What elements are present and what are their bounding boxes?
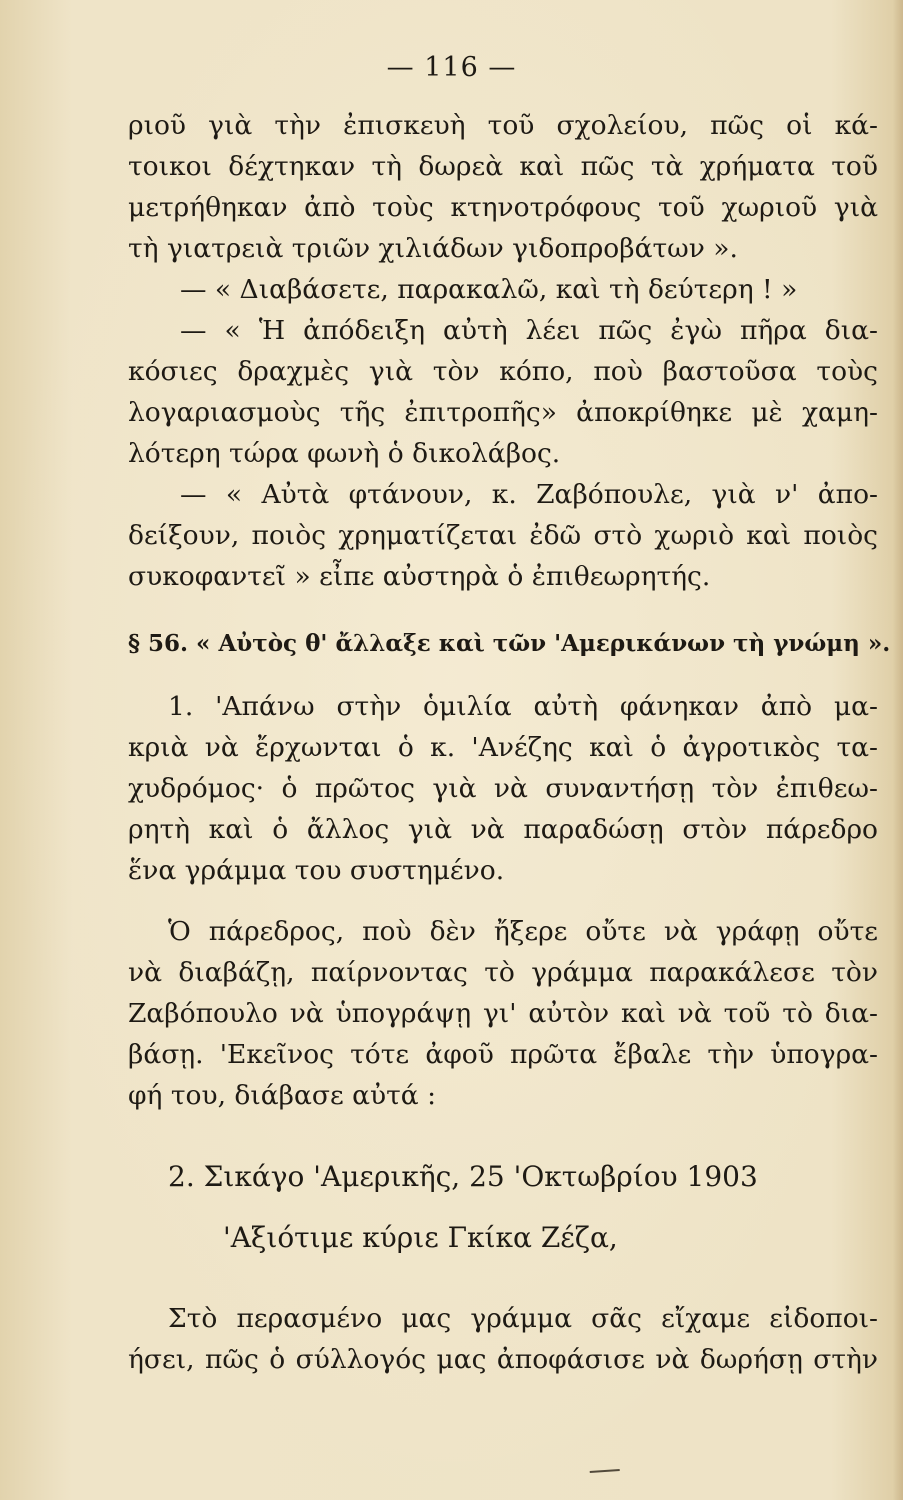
body-text (128, 105, 891, 1380)
text-line: μετρήθηκαν ἀπὸ τοὺς κτηνοτρόφους τοῦ χωριοῦ γιὰ (128, 192, 878, 223)
dialogue-line: — « Αὐτὰ φτάνουν, κ. Ζαβόπουλε, γιὰ ν' ἀπο- (180, 479, 878, 510)
text-line: συκοφαντεῖ » εἶπε αὐστηρὰ ὁ ἐπιθεωρητής. (128, 561, 711, 592)
section-heading: § 56. « Αὐτὸς θ' ἄλλαξε καὶ τῶν 'Αμερικάνων τὴ γνώμη ». (128, 630, 891, 657)
text-line: ριοῦ γιὰ τὴν ἐπισκευὴ τοῦ σχολείου, πῶς οἱ κά- (128, 110, 878, 141)
text-line: Ὁ πάρεδρος, ποὺ δὲν ἤξερε οὔτε νὰ γράφῃ οὔτε (168, 916, 878, 947)
text-line: φή του, διάβασε αὐτά : (128, 1080, 437, 1111)
text-line: τοικοι δέχτηκαν τὴ δωρεὰ καὶ πῶς τὰ χρήματα τοῦ (128, 151, 878, 182)
text-line: λογαριασμοὺς τῆς ἐπιτροπῆς» ἀποκρίθηκε μὲ χαμη- (128, 397, 878, 428)
text-line: δείξουν, ποιὸς χρηματίζεται ἐδῶ στὸ χωριὸ καὶ ποιὸς (128, 520, 878, 551)
text-line: 1. 'Απάνω στὴν ὁμιλία αὐτὴ φάνηκαν ἀπὸ μα- (168, 691, 878, 722)
text-line: λότερη τώρα φωνὴ ὁ δικολάβος. (128, 438, 561, 469)
letter-date: 2. Σικάγο 'Αμερικῆς, 25 'Οκτωβρίου 1903 (168, 1160, 758, 1193)
ink-smudge (590, 1469, 621, 1481)
text-line: ήσει, πῶς ὁ σύλλογός μας ἀποφάσισε νὰ δωρήσῃ στὴν (128, 1344, 878, 1375)
page-edge (893, 0, 903, 1500)
text-line: νὰ διαβάζῃ, παίρνοντας τὸ γράμμα παρακάλεσε τὸν (128, 957, 878, 988)
dialogue-line: — « Ἡ ἀπόδειξη αὐτὴ λέει πῶς ἐγὼ πῆρα δια- (180, 315, 878, 346)
text-line: κόσιες δραχμὲς γιὰ τὸν κόπο, ποὺ βαστοῦσα τοὺς (128, 356, 878, 387)
text-line: ρητὴ καὶ ὁ ἄλλος γιὰ νὰ παραδώσῃ στὸν πάρεδρο (128, 814, 878, 845)
text-line: Στὸ περασμένο μας γράμμα σᾶς εἴχαμε εἰδοποι- (168, 1303, 878, 1334)
text-line: τὴ γιατρειὰ τριῶν χιλιάδων γιδοπροβάτων ». (128, 233, 738, 264)
text-line: κριὰ νὰ ἔρχωνται ὁ κ. 'Ανέζης καὶ ὁ ἀγροτικὸς τα- (128, 732, 878, 763)
letter-greeting: 'Αξιότιμε κύριε Γκίκα Ζέζα, (223, 1221, 618, 1254)
text-line: βάσῃ. 'Εκεῖνος τότε ἀφοῦ πρῶτα ἔβαλε τὴν ὑπογρα- (128, 1039, 878, 1070)
paragraph-gap (128, 891, 878, 911)
text-line: Ζαβόπουλο νὰ ὑπογράψῃ γι' αὐτὸν καὶ νὰ τοῦ τὸ δια- (128, 998, 878, 1029)
text-line: ἕνα γράμμα του συστημένο. (128, 855, 505, 886)
page-number: — 116 — (386, 52, 517, 83)
dialogue-line: — « Διαβάσετε, παρακαλῶ, καὶ τὴ δεύτερη ! » (180, 274, 798, 305)
text-line: χυδρόμος· ὁ πρῶτος γιὰ νὰ συναντήσῃ τὸν ἐπιθεω- (128, 773, 878, 804)
paragraph-gap (128, 1197, 878, 1217)
paragraph-gap (128, 1116, 878, 1156)
paragraph-gap (128, 1258, 878, 1298)
